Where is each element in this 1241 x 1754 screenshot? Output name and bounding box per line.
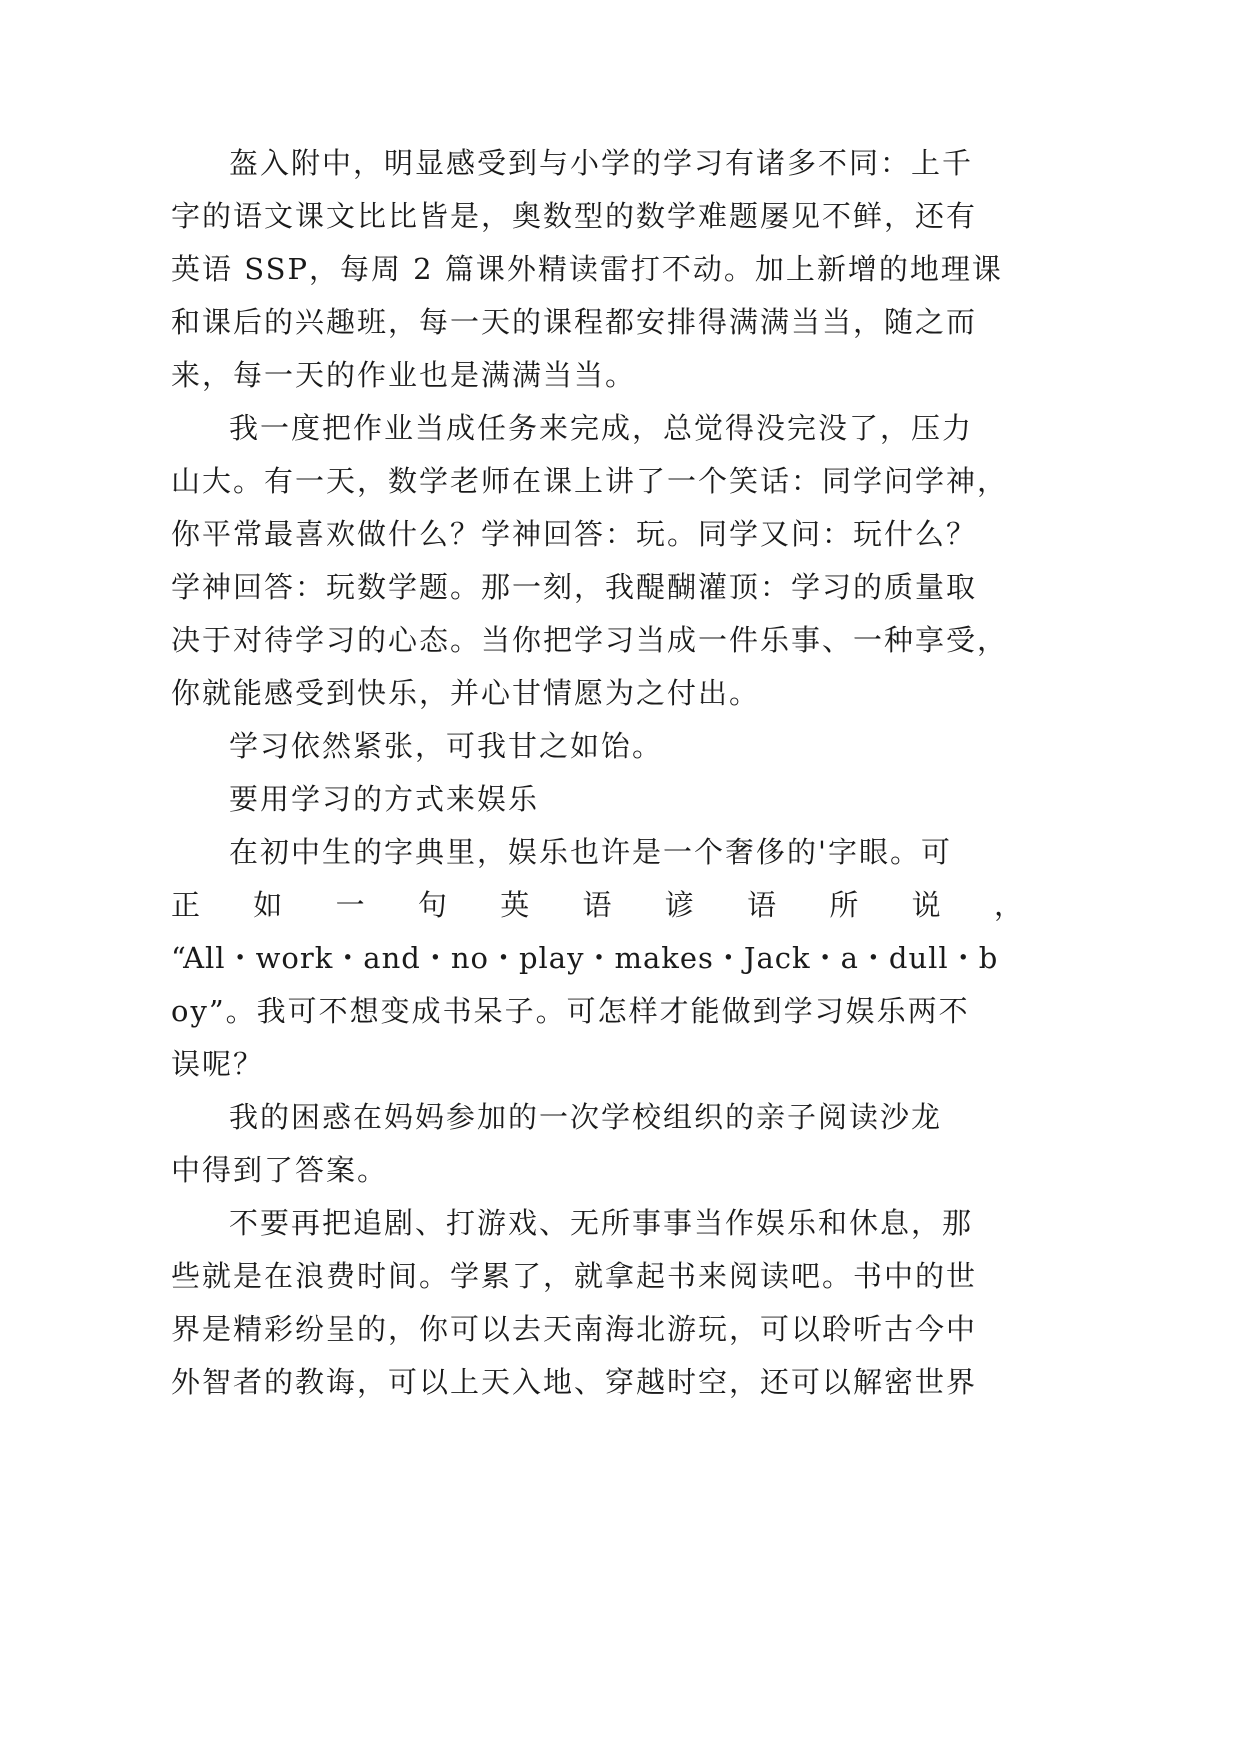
text-line: 来，每一天的作业也是满满当当。	[171, 358, 637, 392]
justified-char: 句	[417, 888, 447, 922]
justified-char: 语	[582, 888, 612, 922]
justified-char: 英	[500, 888, 530, 922]
text-line: 我一度把作业当成任务来完成，总觉得没完没了，压力	[229, 411, 974, 445]
section-heading: 要用学习的方式来娱乐	[229, 782, 540, 816]
justified-char: 如	[253, 888, 283, 922]
text-line: 字的语文课文比比皆是，奥数型的数学难题屡见不鲜，还有	[171, 199, 978, 233]
text-line: 决于对待学习的心态。当你把学习当成一件乐事、一种享受，	[171, 623, 1009, 657]
justified-char: 谚	[664, 888, 694, 922]
text-line: 你就能感受到快乐，并心甘情愿为之付出。	[171, 676, 761, 710]
text-line: 我的困惑在妈妈参加的一次学校组织的亲子阅读沙龙	[229, 1100, 943, 1134]
text-line: 中得到了答案。	[171, 1153, 389, 1187]
text-line: 不要再把追剧、打游戏、无所事事当作娱乐和休息，那	[229, 1206, 974, 1240]
text-line: 学神回答：玩数学题。那一刻，我醍醐灌顶：学习的质量取	[171, 570, 978, 604]
text-line: 山大。有一天，数学老师在课上讲了一个笑话：同学问学神，	[171, 464, 1009, 498]
text-line: 盔入附中，明显感受到与小学的学习有诸多不同：上千	[229, 146, 974, 180]
text-line: 外智者的教诲，可以上天入地、穿越时空，还可以解密世界	[171, 1365, 978, 1399]
justified-char: 语	[747, 888, 777, 922]
text-line: 些就是在浪费时间。学累了，就拿起书来阅读吧。书中的世	[171, 1259, 978, 1293]
text-line: 和课后的兴趣班，每一天的课程都安排得满满当当，随之而	[171, 305, 978, 339]
text-line: oy”。我可不想变成书呆子。可怎样才能做到学习娱乐两不	[171, 994, 970, 1028]
justified-char: 正	[171, 888, 201, 922]
text-line: 误呢？	[171, 1047, 265, 1081]
justified-char: 一	[335, 888, 365, 922]
justified-char: 说	[911, 888, 941, 922]
text-line: 英语 SSP，每周 2 篇课外精读雷打不动。加上新增的地理课	[171, 252, 1003, 286]
text-line-justified	[171, 885, 1023, 925]
text-line: 学习依然紧张，可我甘之如饴。	[229, 729, 664, 763]
justified-char: ，	[993, 888, 1023, 922]
text-line: 在初中生的字典里，娱乐也许是一个奢侈的'字眼。可	[229, 835, 952, 869]
text-line: “All・work・and・no・play・makes・Jack・a・dull・b	[171, 941, 999, 975]
text-line: 界是精彩纷呈的，你可以去天南海北游玩，可以聆听古今中	[171, 1312, 978, 1346]
text-line: 你平常最喜欢做什么？学神回答：玩。同学又问：玩什么？	[171, 517, 978, 551]
justified-char: 所	[829, 888, 859, 922]
